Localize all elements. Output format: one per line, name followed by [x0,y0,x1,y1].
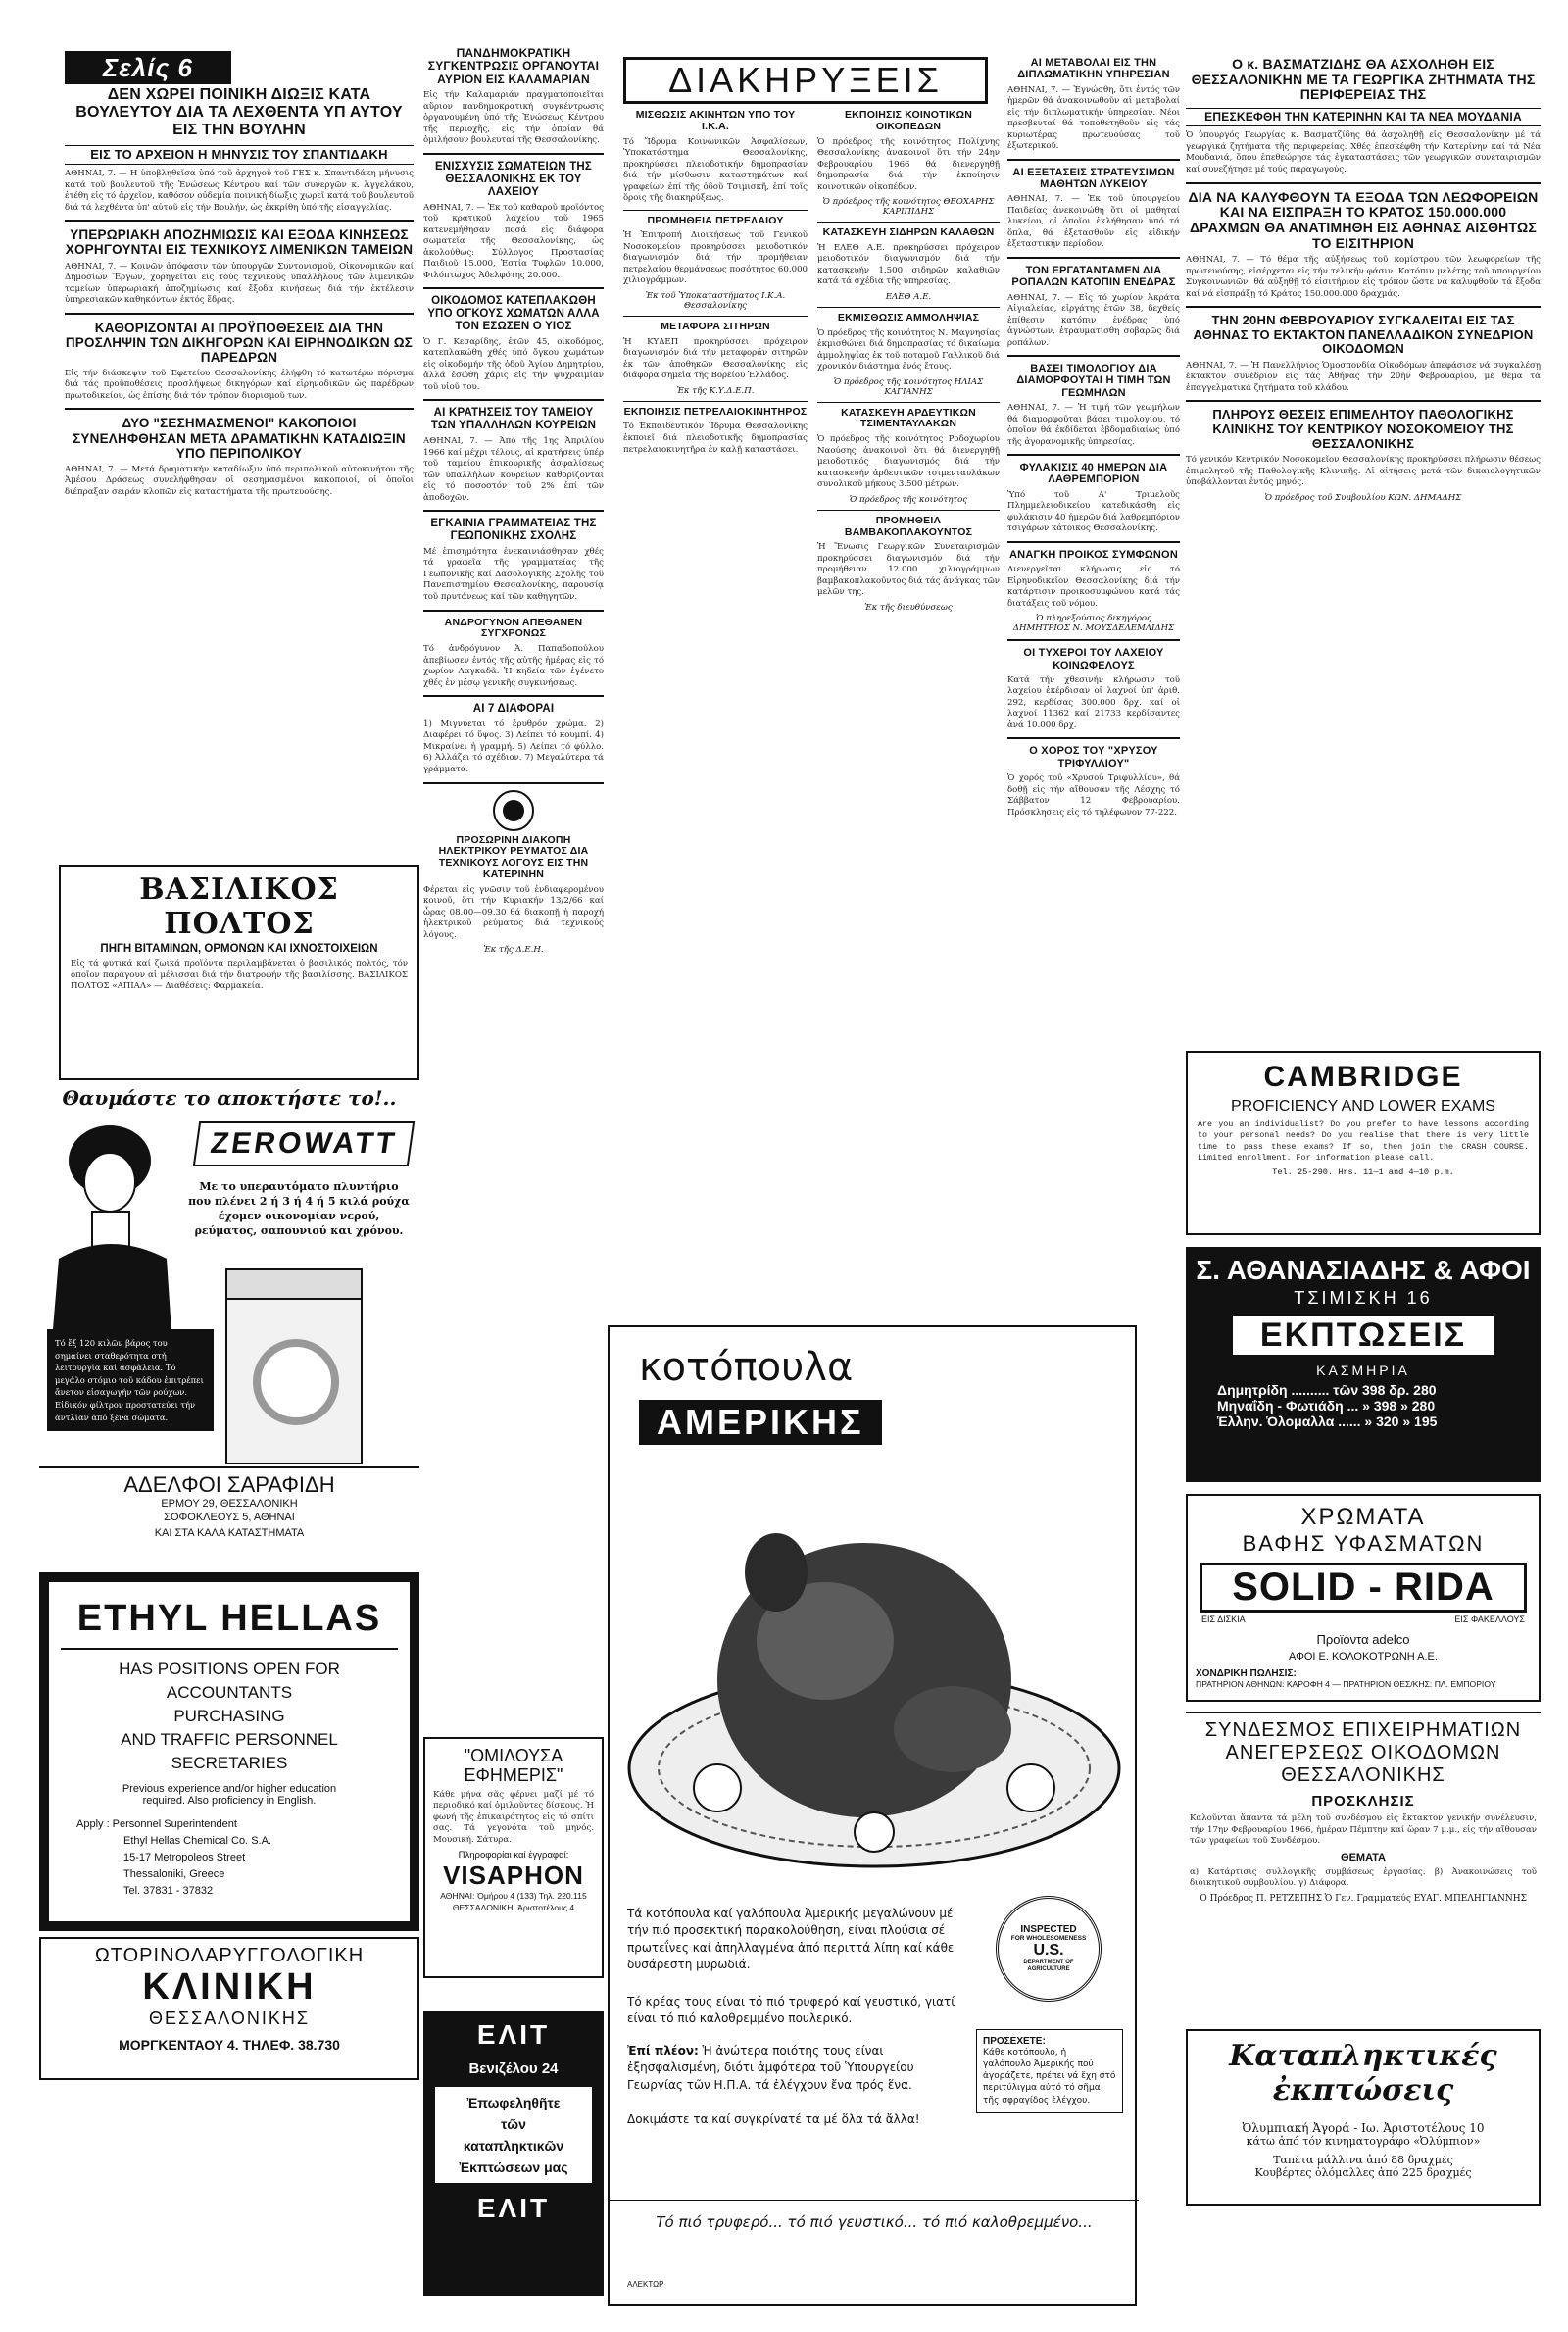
headline-builders-congress: ΤΗΝ 20ΗΝ ΦΕΒΡΟΥΑΡΙΟΥ ΣΥΓΚΑΛΕΙΤΑΙ ΕΙΣ ΤΑΣ ΑΘΗΝΑΣ ΤΟ ΕΚΤΑΚΤΟΝ ΠΑΝΕΛΛΑΔΙΚΟΝ ΣΥΝΕΔΡΙΟΝ ΟΙΚΟΔΟΜΩΝ [1193,313,1534,357]
athanasiadis-row-2: Μηναΐδη - Φωτιάδη ... » 398 » 280 [1217,1398,1436,1414]
athanasiadis-row-3: Ἑλλην. Ὁλομαλλα ...... » 320 » 195 [1217,1414,1438,1429]
cambridge-subtitle: PROFICIENCY AND LOWER EXAMS [1231,1098,1495,1115]
elit-top: ΕΛΙΤ [476,2019,551,2050]
article-barbers: ΑΘΗΝΑΙ, 7. — Ἀπό τῆς 1ης Ἀπριλίου 1966 καί μέχρι τέλους, αἱ κρατήσεις ὑπέρ τοῦ ταμείου ἐπικουρικῆς ἀσφαλίσεως τῶν ὑπαλλήλων κουρείων καθορίζονται εἰς τό ποσοστόν τοῦ 2% ἐπί τῶν ἀποδοχῶν. [423,436,604,503]
article-immunity: ΑΘΗΝΑΙ, 7. — Η ὑποβληθεῖσα ὑπό τοῦ ἀρχηγοῦ τοῦ ΓΕΣ κ. Σπαντιδάκη μήνυσις κατά τοῦ βουλευτοῦ τῆς Ἑνώσεως Κέντρου καί τῶν συνεργῶν κ. Ἀγγελάκου, ἐτέθη εἰς τό ἀρχεῖον, καθόσον οὐδεμία ποινική δίωξις χωρεῖ κατά τοῦ βουλευτοῦ διά τά λεχθέντα ὑπ' αὐτοῦ εἰς τήν Βουλήν, ὡς ἐκκρίθη ὑπό τῆς εἰσαγγελίας. [65,169,414,213]
royal-jelly-subtitle: ΠΗΓΗ ΒΙΤΑΜΙΝΩΝ, ΟΡΜΟΝΩΝ ΚΑΙ ΙΧΝΟΣΤΟΙΧΕΙΩΝ [100,943,378,955]
ad-athanasiadis [1186,1247,1541,1482]
headline-lottery-winners: ΟΙ ΤΥΧΕΡΟΙ ΤΟΥ ΛΑΧΕΙΟΥ ΚΟΙΝΩΦΕΛΟΥΣ [1023,647,1164,671]
headline-sand: ΕΚΜΙΣΘΩΣΙΣ ΑΜΜΟΛΗΨΙΑΣ [837,311,980,323]
talking-address: ΑΘΗΝΑΙ: Ὀμήρου 4 (133) Τηλ. 220.115 ΘΕΣΣΑΛΟΝΙΚΗ: Ἀριστοτέλους 4 [440,1891,587,1912]
headline-lottery-aid: ΕΝΙΣΧΥΣΙΣ ΣΩΜΑΤΕΙΩΝ ΤΗΣ ΘΕΣΣΑΛΟΝΙΚΗΣ ΕΚ ΤΟΥ ΛΑΧΕΙΟΥ [434,160,593,198]
notice-baskets: Ἡ ΕΛΕΘ Α.Ε. προκηρύσσει πρόχειρον μειοδοτικόν διαγωνισμόν διά τήν κατασκευήν 1.500 σιδηρῶν καλαθιῶν κατά τά σχέδια τῆς ὑπηρεσίας. [817,242,1000,287]
builders-sign-right: Ὁ Γεν. Γραμματεύς ΕΥΑΓ. ΜΠΕΛΗΓΙΑΝΝΗΣ [1324,1893,1527,1904]
chicken-para-3: Ἡ ἀνώτερα ποιότης τους είναι ἐξησφαλισμένη, διότι ἀμφότερα τοῦ Ὑπουργείου Γεωργίας τῶν Η.Π.Α. τά ἐλέγχουν ἔνα πρός ἕνα. [627,2044,914,2092]
column-4 [1007,57,1180,822]
ad-clinic [39,1937,419,2080]
zerowatt-headline: Θαυμάστε το αποκτήστε το!.. [62,1086,397,1110]
headline-hospital-post: ΠΛΗΡΟΥΣ ΘΕΣΕΙΣ ΕΠΙΜΕΛΗΤΟΥ ΠΑΘΟΛΟΓΙΚΗΣ ΚΛΙΝΙΚΗΣ ΤΟΥ ΚΕΝΤΡΙΚΟΥ ΝΟΣΟΚΟΜΕΙΟΥ ΤΗΣ ΘΕΣΣΑΛΟΝΙΚΗΣ [1212,407,1514,451]
olympian-line-4: Κουβέρτες ὁλόμαλλες ἀπό 225 δραχμές [1254,2166,1472,2179]
baskets-sign: ΕΛΕΘ Α.Ε. [885,291,932,302]
subhead-vasmatzidis: ΕΠΕΣΚΕΦΘΗ ΤΗΝ ΚΑΤΕΡΙΝΗΝ ΚΑΙ ΤΑ ΝΕΑ ΜΟΥΔΑΝΙΑ [1186,108,1541,126]
chicken-notice [976,2029,1123,2113]
ad-olympian-market [1186,2029,1541,2206]
cambridge-contact: Tel. 25-290. Hrs. 11—1 and 4—10 p.m. [1272,1167,1454,1177]
headline-couple: ΑΝΔΡΟΓΥΝΟΝ ΑΠΕΘΑΝΕΝ ΣΥΓΧΡΟΝΩΣ [444,616,583,640]
article-hospital-post: Τό γενικόν Κεντρικόν Νοσοκομεῖον Θεσσαλονίκης προκηρύσσει πλήρωσιν θέσεως ἐπιμελητοῦ τῆς Παθολογικῆς Κλινικῆς. Αἱ αἰτήσεις μετά τῶν δικαιολογητικῶν ὑποβάλλονται ἐντός μηνός. [1186,455,1541,488]
dowry-sign: Ὁ πληρεξούσιος δικηγόρος ΔΗΜΗΤΡΙΟΣ Ν. ΜΟΥΣΔΕΛΕΜΛΙΔΗΣ [1012,614,1175,634]
talking-title: "ΟΜΙΛΟΥΣΑ ΕΦΗΜΕΡΙΣ" [464,1746,564,1785]
subhead-immunity: ΕΙΣ ΤΟ ΑΡΧΕΙΟΝ Η ΜΗΝΥΣΙΣ ΤΟΥ ΣΠΑΝΤΙΔΑΚΗ [65,145,414,166]
cottonseed-sign: Ἐκ τῆς διευθύνσεως [864,602,953,613]
clinic-line-4: ΜΟΡΓΚΕΝΤΑΟΥ 4. ΤΗΛΕΦ. 38.730 [119,2036,340,2053]
headline-grain: ΜΕΤΑΦΟΡΑ ΣΙΤΗΡΩΝ [661,320,770,332]
announcements-banner: ΔΙΑΚΗΡΥΞΕΙΣ [623,57,988,104]
headline-power-cut: ΠΡΟΣΩΡΙΝΗ ΔΙΑΚΟΠΗ ΗΛΕΚΤΡΙΚΟΥ ΡΕΥΜΑΤΟΣ ΔΙΑ ΤΕΧΝΙΚΟΥΣ ΛΟΓΟΥΣ ΕΙΣ ΤΗΝ ΚΑΤΕΡΙΝΗΝ [438,833,589,880]
headline-clover-dance: Ο ΧΟΡΟΣ ΤΟΥ "ΧΡΥΣΟΥ ΤΡΙΦΥΛΛΙΟΥ" [1029,745,1158,769]
elit-line-2: τῶν [501,2116,526,2132]
headline-vasmatzidis: Ο κ. ΒΑΣΜΑΤΖΙΔΗΣ ΘΑ ΑΣΧΟΛΗΘΗ ΕΙΣ ΘΕΣΣΑΛΟΝΙΚΗΝ ΜΕ ΤΑ ΓΕΩΡΓΙΚΑ ΖΗΤΗΜΑΤΑ ΤΗΣ ΠΕΡΙΦΕΡΕΙΑΣ ΤΗΣ [1191,56,1536,103]
article-builder: Ὁ Γ. Κεσαρίδης, ἐτῶν 45, οἰκοδόμος, κατεπλακώθη χθές ὑπό ὄγκου χωμάτων εἰς οἰκοδομήν τῆς ὁδοῦ Ἀγίου Δημητρίου, ἀλλά ἐσώθη χάρις εἰς τήν ψυχραιμίαν τοῦ υἱοῦ του. [423,336,604,392]
article-lawyers: Εἰς τήν διάσκεψιν τοῦ Ἐφετείου Θεσσαλονίκης ἐλήφθη τό κατωτέρω πόρισμα διά τάς προϋποθέσεις προσλήψεως δικηγόρων καί εἰρηνοδικῶν ὡς παρέδρων πρωτοδικείου, ὡς ἐπίσης διά τόν τρόπον διορισμοῦ των. [65,368,414,401]
article-potatoes: ΑΘΗΝΑΙ, 7. — Ἡ τιμή τῶν γεωμήλων θά διαμορφοῦται βάσει τιμολογίου, τό ὁποῖον θά ἐκδίδεται ἑβδομαδιαίως ὑπό τῆς ἀγορανομικῆς ὑπηρεσίας. [1007,403,1180,447]
solid-where: ΠΡΑΤΗΡΙΟΝ ΑΘΗΝΩΝ: ΚΑΡΟΦΗ 4 — ΠΡΑΤΗΡΙΟΝ ΘΕΣ/ΚΗΣ: ΠΛ. ΕΜΠΟΡΙΟΥ [1196,1679,1496,1689]
zerowatt-address-1: ΕΡΜΟΥ 29, ΘΕΣΣΑΛΟΝΙΚΗ [161,1498,298,1510]
solid-rep: ΑΦΟΙ Ε. ΚΟΛΟΚΟΤΡΩΝΗ Α.Ε. [1289,1651,1438,1662]
headline-ambush: ΤΟΝ ΕΡΓΑΤΑΝΤΑΜΕΝ ΔΙΑ ΡΟΠΑΛΩΝ ΚΑΤΟΠΙΝ ΕΝΕΔΡΑΣ [1011,264,1176,289]
athanasiadis-name: Σ. ΑΘΑΝΑΣΙΑΔΗΣ & ΑΦΟΙ [1196,1255,1531,1285]
grain-sign: Ἐκ τῆς Κ.Υ.Δ.Ε.Π. [676,385,755,396]
headline-cottonseed: ΠΡΟΜΗΘΕΙΑ ΒΑΜΒΑΚΟΠΛΑΚΟΥΝΤΟΣ [844,514,973,538]
plots-sign: Ὁ πρόεδρος τῆς κοινότητος ΘΕΟΧΑΡΗΣ ΚΑΡΙΠΙΔΗΣ [822,197,995,218]
chicken-word-1: κοτόπουλα [639,1345,854,1390]
article-lottery-aid: ΑΘΗΝΑΙ, 7. — Ἐκ τοῦ καθαροῦ προϊόντος τοῦ κρατικοῦ λαχείου τοῦ 1965 κατενεμήθησαν ποσά εἰς διάφορα σωματεῖα τῆς Θεσσαλονίκης, ὡς ἀκολούθως: Σύλλογος Προστασίας Παιδιοῦ 15.000, Ἑστία Τυφλῶν 10.000, Φιλόπτωχος Ἀδελφότης 20.000. [423,202,604,280]
column-3a [623,110,808,460]
ad-zerowatt [39,1082,419,1539]
headline-student-exams: ΑΙ ΕΞΕΤΑΣΕΙΣ ΣΤΡΑΤΕΥΣΙΜΩΝ ΜΑΘΗΤΩΝ ΛΥΚΕΙΟΥ [1012,166,1175,191]
zerowatt-dealer: ΑΔΕΛΦΟΙ ΣΑΡΑΦΙΔΗ [123,1472,335,1497]
ethyl-line-5: SECRETARIES [171,1754,288,1772]
column-3b [817,110,1000,613]
ethyl-title: ETHYL HELLAS [61,1598,398,1650]
ad-elit [423,2011,604,2296]
article-student-exams: ΑΘΗΝΑΙ, 7. — Ἐκ τοῦ ὑπουργείου Παιδείας ἀνεκοινώθη ὅτι οἱ μαθηταί λυκείου, οἱ ὁποῖοι ἐκλήθησαν ὑπό τά ὅπλα, θά ἐξετασθοῦν εἰς εἰδικήν ἐξεταστικήν περίοδον. [1007,194,1180,250]
petroleum-sign: Ἐκ τοῦ Ὑποκαταστήματος Ι.Κ.Α. Θεσσαλονίκης [645,290,786,311]
ad-solid-rida [1186,1494,1541,1702]
article-rally: Εἰς τήν Καλαμαριάν πραγματοποιεῖται αὔριον πανδημοκρατική συγκέντρωσις ὀργανουμένη ὑπό τῆς Ἑνώσεως Κέντρου τῆς περιοχῆς, εἰς τήν ὁποίαν θά ὁμιλήσουν βουλευταί τῆς Θεσσαλονίκης. [423,90,604,146]
roast-chicken-illustration [619,1474,1129,1886]
headline-baskets: ΚΑΤΑΣΚΕΥΗ ΣΙΔΗΡΩΝ ΚΑΛΑΘΩΝ [822,226,995,239]
solid-line-2: ΒΑΦΗΣ ΥΦΑΣΜΑΤΩΝ [1242,1531,1485,1556]
chicken-footer: ΑΛΕΚΤΩΡ [627,2280,664,2289]
ethyl-line-4: AND TRAFFIC PERSONNEL [121,1730,338,1749]
headline-builder: ΟΙΚΟΔΟΜΟΣ ΚΑΤΕΠΛΑΚΩΘΗ ΥΠΟ ΟΓΚΟΥΣ ΧΩΜΑΤΩΝ ΑΛΛΑ ΤΟΝ ΕΣΩΣΕΝ Ο ΥΙΟΣ [427,295,600,332]
cambridge-title: CAMBRIDGE [1263,1061,1463,1093]
irrigation-sign: Ὁ πρόεδρος τῆς κοινότητος [849,494,968,505]
headline-rally: ΠΑΝΔΗΜΟΚΡΑΤΙΚΗ ΣΥΓΚΕΝΤΡΩΣΙΣ ΟΡΓΑΝΟΥΤΑΙ ΑΥΡΙΟΝ ΕΙΣ ΚΑΛΑΜΑΡΙΑΝ [427,46,600,86]
headline-plots: ΕΚΠΟΙΗΣΙΣ ΚΟΙΝΟΤΙΚΩΝ ΟΙΚΟΠΕΔΩΝ [844,109,973,132]
royal-jelly-title: ΒΑΣΙΛΙΚΟΣ ΠΟΛΤΟΣ [139,872,339,941]
ad-ethyl-hellas [39,1572,419,1931]
solid-brand: SOLID - RIDA [1200,1563,1527,1613]
builders-title: ΣΥΝΔΕΣΜΟΣ ΕΠΙΧΕΙΡΗΜΑΤΙΩΝ ΑΝΕΓΕΡΣΕΩΣ ΟΙΚΟΔΟΜΩΝ ΘΕΣΣΑΛΟΝΙΚΗΣ [1204,1719,1522,1786]
olympian-line-3: Ταπέτα μάλλινα ἀπό 88 δραχμές [1273,2154,1453,2166]
headline-dowry: ΑΝΑΓΚΗ ΠΡΟΙΚΟΣ ΣΥΜΦΩΝΟΝ [1009,548,1178,561]
elit-line-1: Ἐπωφεληθῆτε [466,2095,561,2110]
sand-sign: Ὁ πρόεδρος τῆς κοινότητος ΗΛΙΑΣ ΚΑΓΙΑΝΗΣ [833,376,984,397]
olympian-line-1: Ὀλυμπιακή Ἀγορά - Ιω. Ἀριστοτέλους 10 [1242,2121,1485,2135]
ad-builders-association [1186,1712,1541,2015]
zerowatt-brand: ZEROWATT [193,1121,415,1166]
headline-potatoes: ΒΑΣΕΙ ΤΙΜΟΛΟΓΙΟΥ ΔΙΑ ΔΙΑΜΟΡΦΟΥΤΑΙ Η ΤΙΜΗ ΤΩΝ ΓΕΩΜΗΛΩΝ [1016,363,1171,399]
clinic-line-3: ΘΕΣΣΑΛΟΝΙΚΗΣ [148,2008,311,2028]
headline-irrigation: ΚΑΤΑΣΚΕΥΗ ΑΡΔΕΥΤΙΚΩΝ ΤΣΙΜΕΝΤΑΥΛΑΚΩΝ [841,406,976,430]
headline-diplomats: ΑΙ ΜΕΤΑΒΟΛΑΙ ΕΙΣ ΤΗΝ ΔΙΠΛΩΜΑΤΙΚΗΝ ΥΠΗΡΕΣΙΑΝ [1017,57,1170,81]
headline-7-differences: ΑΙ 7 ΔΙΑΦΟΡΑΙ [472,703,555,716]
article-7-differences: 1) Μιγνύεται τό ἐρυθρόν χρώμα. 2) Διαφέρει τό ὕψος. 3) Λείπει τό κουμπί. 4) Μικραίνει ἡ γραμμή. 5) Λείπει τό φύλλο. 6) Ἀλλάζει τό σχέδιον. 7) Μεγαλύτερα τά γράμματα. [423,719,604,774]
chicken-para-1: Τά κοτόπουλα καί γαλόπουλα Ἀμερικής μεγαλώνουν μέ τήν πιό προσεκτική παρακολούθηση, είναι πλούσια σέ πρωτεΐνες καί ἀπηλλαγμένα ἀπό περιττά λίπη καί κάθε δυσάρεστη μυρωδιά. [627,1907,955,1972]
article-dowry: Διενεργεῖται κλήρωσις εἰς τό Εἰρηνοδικεῖον Θεσσαλονίκης διά τήν κατάρτισιν προικοσυμφώνου κατά τάς διατάξεις τοῦ νόμου. [1007,565,1180,609]
athanasiadis-sale: ΕΚΠΤΩΣΕΙΣ [1233,1316,1494,1355]
article-builders-congress: ΑΘΗΝΑΙ, 7. — Ἡ Πανελλήνιος Ὁμοσπονδία Οἰκοδόμων ἀπεφάσισε νά συγκαλέσῃ ἔκτακτον συνέδριον εἰς τάς Ἀθήνας τήν 20ήν Φεβρουαρίου, μέ θέμα τά ἐπαγγελματικά ζητήματα τοῦ κλάδου. [1186,360,1541,393]
article-criminals: ΑΘΗΝΑΙ, 7. — Μετά δραματικήν καταδίωξιν ὑπό περιπολικοῦ αὐτοκινήτου τῆς Ἀμέσου Δράσεως συνελήφθησαν οἱ σεσημασμένοι κακοποιοί, οἱ ὁποῖοι διέπραξαν σειράν κλοπῶν εἰς καταστήματα τῆς πρωτευούσης. [65,464,414,497]
headline-overtime: ΥΠΕΡΩΡΙΑΚΗ ΑΠΟΖΗΜΙΩΣΙΣ ΚΑΙ ΕΞΟΔΑ ΚΙΝΗΣΕΩΣ ΧΟΡΗΓΟΥΝΤΑΙ ΕΙΣ ΤΕΧΝΙΚΟΥΣ ΛΙΜΕΝΙΚΩΝ ΤΑΜΕΙΩΝ [65,227,414,258]
article-ambush: ΑΘΗΝΑΙ, 7. — Εἰς τό χωρίον Ἀκράτα Αἰγιαλείας, εἰργάτης ἐτῶν 38, δεχθείς ἐπίθεσιν κατόπιν ἐνέδρας ὑπό ἀγνώστων, ἐτραυματίσθη σοβαρῶς διά ροπάλων. [1007,292,1180,348]
article-clover-dance: Ὁ χορός τοῦ «Χρυσοῦ Τριφυλλίου», θά δοθῇ εἰς τήν αἴθουσαν τῆς Λέσχης τό Σάββατον 12 Φεβρουαρίου. Πρόσκλησεις εἰς τό τηλέφωνον 77-222. [1007,773,1180,818]
ethyl-apply-4: Thessaloniki, Greece [123,1868,225,1881]
chicken-word-2: ΑΜΕΡΙΚΗΣ [639,1400,882,1445]
talking-info: Πληροφορίαι καί ἐγγραφαί: [458,1850,569,1861]
athanasiadis-row-1: Δημητρίδη .......... τῶν 398 δρ. 280 [1217,1382,1437,1398]
notice-sand: Ὁ πρόεδρος τῆς κοινότητος Ν. Μαγνησίας ἐκμισθώνει διά δημοπρασίας τό δικαίωμα ἀμμοληψίας ἐκ τοῦ ποταμοῦ Γαλλικοῦ διά χρονικόν διάστημα ἑνός ἔτους. [817,327,1000,372]
solid-left: ΕΙΣ ΔΙΣΚΙΑ [1201,1614,1246,1624]
article-lottery-winners: Κατά τήν χθεσινήν κλήρωσιν τοῦ λαχείου ἐκέρδισαν οἱ λαχνοί ὑπ' ἀριθ. 292, κερδίσας 300.000 δρχ. καί οἱ λαχνοί 11362 καί 21733 κερδίσαντες ἀνά 10.000 δρχ. [1007,674,1180,730]
talking-brand: VISAPHON [443,1861,584,1891]
column-2 [423,47,604,955]
ethyl-apply-3: 15-17 Metropoleos Street [123,1852,246,1864]
chicken-notice-text: Κάθε κοτόπουλο, ἡ γαλόπουλο Ἀμερικής πού ἀγοράζετε, πρέπει νά ἔχη στό περιτύλιγμα αὐτό τό σῆμα τῆς σφραγίδος ἐλέγχου. [983,2048,1116,2106]
headline-bus-fares: ΔΙΑ ΝΑ ΚΑΛΥΦΘΟΥΝ ΤΑ ΕΞΟΔΑ ΤΩΝ ΛΕΩΦΟΡΕΙΩΝ ΚΑΙ ΝΑ ΕΙΣΠΡΑΞΗ ΤΟ ΚΡΑΤΟΣ 150.000.000 ΔΡΑΧΜΩΝ ΘΑ ΑΝΑΤΙΜΗΘΗ ΕΙΣ ΑΘΗΝΑΣ ΑΙΣΘΗΤΩΣ ΤΟ ΕΙΣΙΤΗΡΙΟΝ [1188,188,1539,251]
dei-logo [493,790,534,831]
article-overtime: ΑΘΗΝΑΙ, 7. — Κοινῶν ἀπόφασιν τῶν ὑπουργῶν Συντονισμοῦ, Οἰκονομικῶν καί Δημοσίων Ἔργων, χορηγεῖται εἰς τούς τεχνικούς ὑπαλλήλους τῶν λιμενικῶν ταμείων ὑπερωριακή ἀποζημίωσις καί ἔξοδα κινήσεως διά τήν ἐκτέλεσιν ὑπηρεσιακῶν καθηκόντων ἐκτός ἕδρας. [65,261,414,306]
builders-topics-title: ΘΕΜΑΤΑ [1341,1851,1386,1863]
royal-jelly-text: Εἰς τά φυτικά καί ζωικά προϊόντα περιλαμβάνεται ὁ βασιλικός πολτός, τόν ὁποῖον παράγουν αἱ μέλισσαι διά τήν διατροφήν τῆς βασιλίσσης. ΒΑΣΙΛΙΚΟΣ ΠΟΛΤΟΣ «ΑΠΙΑΛ» — Διαθέσεις: Φαρμακεία. [71,959,408,992]
talking-text: Κάθε μήνα σᾶς φέρνει μαζί μέ τό περιοδικό καί ὁμιλοῦντες δίσκους. Ἡ φωνή τῆς ἐπικαιρότητος εἰς τό σπίτι σας. Τά γεγονότα τοῦ μηνός. Μουσική. Σάτυρα. [433,1789,594,1845]
elit-line-4: Ἐκπτώσεων μας [459,2159,568,2175]
headline-criminals: ΔΥΟ "ΣΕΣΗΜΑΣΜΕΝΟΙ" ΚΑΚΟΠΟΙΟΙ ΣΥΝΕΛΗΦΘΗΣΑΝ ΜΕΤΑ ΔΡΑΜΑΤΙΚΗΝ ΚΑΤΑΔΙΩΞΙΝ ΥΠΟ ΠΕΡΙΠΟΛΙΚΟΥ [73,416,406,461]
elit-address: Βενιζέλου 24 [468,2060,559,2077]
usda-inspection-stamp [996,1896,1102,2002]
builders-topics: α) Κατάρτισις συλλογικῆς συμβάσεως ἐργασίας. β) Ἀνακοινώσεις τοῦ διοικητικοῦ συμβουλίου. γ) Διάφορα. [1190,1866,1537,1889]
solid-line-1: ΧΡΩΜΑΤΑ [1300,1504,1426,1530]
hospital-sign: Ὁ πρόεδρος τοῦ Συμβουλίου ΚΩΝ. ΔΗΜΑΔΗΣ [1264,492,1462,503]
olympian-line-2: κάτω ἀπό τόν κινηματογράφο «Ὀλύμπιον» [1246,2135,1481,2148]
chicken-slogan: Τό πιό τρυφερό... τό πιό γευστικό... τό πιό καλοθρεμμένο... [656,2213,1093,2231]
power-cut-sign: Ἐκ τῆς Δ.Ε.Η. [483,945,544,956]
solid-right: ΕΙΣ ΦΑΚΕΛΛΟΥΣ [1454,1614,1525,1624]
clinic-line-1: ΩΤΟΡΙΝΟΛΑΡΥΓΓΟΛΟΓΙΚΗ [94,1945,365,1966]
zerowatt-address-3: ΚΑΙ ΣΤΑ ΚΑΛΑ ΚΑΤΑΣΤΗΜΑΤΑ [154,1527,305,1539]
column-1 [65,86,414,502]
chicken-notice-title: ΠΡΟΣΕΧΕΤΕ: [983,2036,1046,2047]
zerowatt-address-2: ΣΟΦΟΚΛΕΟΥΣ 5, ΑΘΗΝΑΙ [164,1512,295,1523]
athanasiadis-street: ΤΣΙΜΙΣΚΗ 16 [1294,1288,1433,1308]
article-agri-school: Μέ ἐπισημότητα ἐνεκαινιάσθησαν χθές τά γραφεῖα τῆς γραμματείας τῆς Γεωπονικῆς καί Δασολογικῆς Σχολῆς τοῦ Πανεπιστημίου Θεσσαλονίκης, παρουσίᾳ τοῦ πρυτάνεως καί τῶν καθηγητῶν. [423,546,604,602]
article-power-cut: Φέρεται εἰς γνῶσιν τοῦ ἐνδιαφερομένου κοινοῦ, ὅτι τήν Κυριακήν 13/2/66 καί ὧρας 08.00—09.30 θά διακοπῇ ἡ παροχή ἠλεκτρικοῦ ρεύματος διά τεχνικούς λόγους. [423,884,604,940]
chicken-para-3-lead: Ἐπί πλέον: [627,2044,699,2058]
column-5 [1186,57,1541,503]
article-diplomats: ΑΘΗΝΑΙ, 7. — Ἐγνώσθη, ὅτι ἐντός τῶν ἡμερῶν θά ἀνακοινωθοῦν αἱ μεταβολαί εἰς τήν διπλωματικήν ὑπηρεσίαν. Νέοι πρεσβευταί θά τοποθετηθοῦν εἰς τάς κυριωτέρας πρωτευούσας τοῦ ἐξωτερικοῦ. [1007,84,1180,152]
headline-agri-school: ΕΓΚΑΙΝΙΑ ΓΡΑΜΜΑΤΕΙΑΣ ΤΗΣ ΓΕΩΠΟΝΙΚΗΣ ΣΧΟΛΗΣ [430,518,597,543]
ad-american-chicken [608,1325,1137,2306]
headline-immunity: ΔΕΝ ΧΩΡΕΙ ΠΟΙΝΙΚΗ ΔΙΩΞΙΣ ΚΑΤΑ ΒΟΥΛΕΥΤΟΥ ΔΙΑ ΤΑ ΛΕΧΘΕΝΤΑ ΥΠ ΑΥΤΟΥ ΕΙΣ ΤΗΝ ΒΟΥΛΗΝ [75,86,403,138]
headline-petroleum: ΠΡΟΜΗΘΕΙΑ ΠΕΤΡΕΛΑΙΟΥ [647,214,784,226]
page-label: Σελίς 6 [65,51,231,84]
headline-ika-lease: ΜΙΣΘΩΣΙΣ ΑΚΙΝΗΤΩΝ ΥΠΟ ΤΟΥ Ι.Κ.Α. [635,109,796,132]
ad-talking-newspaper [423,1737,604,1978]
ethyl-apply-1: Apply : Personnel Superintendent [76,1818,237,1830]
ethyl-req-2: required. Also proficiency in English. [142,1795,317,1807]
builders-text: Καλοῦνται ἅπαντα τά μέλη τοῦ συνδέσμου εἰς ἔκτακτον γενικήν συνέλευσιν, τήν 17ην Φεβρουαρίου 1966, ἡμέραν Πέμπτην καί ὥραν 7 μ.μ., εἰς τήν αἴθουσαν τῶν γραφείων τοῦ Συνδέσμου. [1190,1813,1537,1847]
stamp-line-3: U.S. [1033,1942,1064,1960]
ethyl-apply-5: Tel. 37831 - 37832 [123,1885,214,1898]
ethyl-req-1: Previous experience and/or higher education [122,1783,337,1795]
solid-product: Προϊόντα adelco [1316,1632,1410,1647]
article-vasmatzidis: Ὁ ὑπουργός Γεωργίας κ. Βασματζίδης θά ἀσχοληθῇ εἰς Θεσσαλονίκην μέ τά γεωργικά ζητήματα τῆς περιφερείας. Χθές ἐπεσκέφθη τήν Κατερίνην καί τά Νέα Μουδανιά, ὅπου ἐπεθεώρησε τάς ἐγκαταστάσεις τῶν γεωργικῶν συνεταιρισμῶν καί συνεζήτησε μέ τούς παραγωγούς. [1186,130,1541,174]
headline-engine: ΕΚΠΟΙΗΣΙΣ ΠΕΤΡΕΛΑΙΟΚΙΝΗΤΗΡΟΣ [623,405,808,418]
headline-smuggling: ΦΥΛΑΚΙΣΙΣ 40 ΗΜΕΡΩΝ ΔΙΑ ΛΑΘΡΕΜΠΟΡΙΟΝ [1019,462,1168,486]
notice-irrigation: Ὁ πρόεδρος τῆς κοινότητος Ροδοχωρίου Ναούσης ἀνακοινοῖ ὅτι θά διενεργηθῇ μειοδοτικός διαγωνισμός διά τήν κατασκευήν ἀρδευτικῶν τσιμενταυλάκων συνολικοῦ μήκους 3.500 μέτρων. [817,434,1000,490]
notice-cottonseed: Ἡ Ἕνωσις Γεωργικῶν Συνεταιρισμῶν προκηρύσσει διαγωνισμόν διά τήν προμήθειαν 12.000 χιλιογράμμων βαμβακοπλακοῦντος διά τάς ἀνάγκας τῶν μελῶν της. [817,542,1000,598]
athanasiadis-category: ΚΑΣΜΗΡΙΑ [1316,1363,1410,1378]
ethyl-line-2: ACCOUNTANTS [166,1683,293,1702]
ethyl-line-3: PURCHASING [173,1707,285,1725]
notice-petroleum: Ἡ Ἐπιτροπή Διοικήσεως τοῦ Γενικοῦ Νοσοκομείου προκηρύσσει μειοδοτικόν διαγωνισμόν διά τήν προμήθειαν πετρελαίου θερμάνσεως ποσότητος 60.000 χιλιογράμμων. [623,230,808,286]
zerowatt-features: Τό ἔξ 120 κιλῶν βάρος του σημαίνει σταθερότητα στή λειτουργία καί ἀσφάλεια. Τό μεγάλο στόμιο τοῦ κάδου ἐπιτρέπει ἄνετον εἰσαγωγήν τῶν ρούχων. Εἰδικόν φίλτρον προστατεύει τήν ἀντλίαν ἀπό ξένα σώματα. [47,1329,214,1431]
article-smuggling: Ὑπό τοῦ Α' Τριμελοῦς Πλημμελειοδικείου κατεδικάσθη εἰς φυλάκισιν 40 ἡμερῶν διά λαθρεμπόριον τσιγάρων κάτοικος Θεσσαλονίκης. [1007,489,1180,534]
ad-royal-jelly [59,865,419,1080]
ad-cambridge [1186,1051,1541,1235]
notice-ika-lease: Τό Ἵδρυμα Κοινωνικῶν Ἀσφαλίσεων, Ὑποκατάστημα Θεσσαλονίκης, προκηρύσσει πλειοδοτικήν δημοπρασίαν διά τήν μίσθωσιν καταστημάτων καί γραφείων ἐπί τῆς ὁδοῦ Τσιμισκῆ, ἐπί τοῖς ὅροις τῆς διακηρύξεως. [623,136,808,204]
zerowatt-tagline: Με το υπεραυτόματο πλυντήριο που πλένει 2 ή 3 ή 4 ή 5 κιλά ρούχα έχομεν οικονομίαν νερού, ρεύματος, σαπουνιού και χρόνου. [188,1180,410,1237]
notice-plots: Ὁ πρόεδρος τῆς κοινότητος Πολίχνης Θεσσαλονίκης ἀνακοινοῖ ὅτι τήν 24ην Φεβρουαρίου 1966 θά διενεργηθῇ δημοπρασία διά τήν ἐκποίησιν κοινοτικῶν οἰκοπέδων. [817,136,1000,192]
notice-grain: Ἡ ΚΥΔΕΠ προκηρύσσει πρόχειρον διαγωνισμόν διά τήν μεταφοράν σιτηρῶν ἐκ τῶν ἀποθηκῶν Θεσσαλονίκης εἰς διάφορα σημεῖα τῆς Βορείου Ἑλλάδος. [623,336,808,381]
builders-sign-left: Ὁ Πρόεδρος Π. ΡΕΤΖΕΠΗΣ [1200,1893,1322,1904]
olympian-title: Καταπληκτικές ἐκπτώσεις [1229,2039,1497,2108]
elit-bottom: ΕΛΙΤ [476,2193,551,2223]
stamp-line-1: INSPECTED [1020,1924,1077,1936]
ethyl-apply-2: Ethyl Hellas Chemical Co. S.A. [123,1835,271,1848]
article-bus-fares: ΑΘΗΝΑΙ, 7. — Τό θέμα τῆς αὐξήσεως τοῦ κομίστρου τῶν λεωφορείων τῆς πρωτευούσης, εἰσέρχεται εἰς τήν τελικήν φάσιν. Κατόπιν μελέτης τοῦ ὑπουργείου Συγκοινωνιῶν, θά αὐξηθῇ τό εἰσιτήριον εἰς τρόπον ὥστε νά καλυφθοῦν τά ἔξοδα καί νά εἰσπράξῃ τό Κράτος 150.000.000 δραχμάς. [1186,255,1541,299]
chicken-para-2: Τό κρέας τους είναι τό πιό τρυφερό καί γευστικό, γιατί είναι τό πιό καλοθρεμμένο πουλερικό. [627,1995,956,2026]
chicken-para-4: Δοκιμάστε τα καί συγκρίνατέ τα μέ ὅλα τά ἄλλα! [627,2112,920,2126]
ethyl-line-1: HAS POSITIONS OPEN FOR [119,1660,340,1678]
headline-lawyers: ΚΑΘΟΡΙΖΟΝΤΑΙ ΑΙ ΠΡΟΫΠΟΘΕΣΕΙΣ ΔΙΑ ΤΗΝ ΠΡΟΣΛΗΨΙΝ ΤΩΝ ΔΙΚΗΓΟΡΩΝ ΚΑΙ ΕΙΡΗΝΟΔΙΚΩΝ ΩΣ ΠΑΡΕΔΡΩΝ [65,320,414,365]
builders-invite: ΠΡΟΣΚΛΗΣΙΣ [1311,1793,1415,1810]
headline-barbers: ΑΙ ΚΡΑΤΗΣΕΙΣ ΤΟΥ ΤΑΜΕΙΟΥ ΤΩΝ ΥΠΑΛΛΗΛΩΝ ΚΟΥΡΕΙΩΝ [430,407,597,432]
notice-engine: Τό Ἐκπαιδευτικόν Ἵδρυμα Θεσσαλονίκης ἐκποιεῖ διά πλειοδοτικῆς δημοπρασίας πετρελαιοκινητῆρα ἐν καλῇ καταστάσει. [623,422,808,455]
washing-machine [225,1268,363,1464]
cambridge-text: Are you an individualist? Do you prefer to have lessons according to your personal needs? Do you realise that there is very little time to pass these exams? If so, then join the CRASH COURSE. Limited enrollment. For information please call. [1198,1119,1529,1163]
clinic-line-2: ΚΛΙΝΙΚΗ [142,1966,317,2008]
article-couple: Τό ἀνδρόγυνον Ἀ. Παπαδοπούλου ἀπεβίωσεν ἐντός τῆς αὐτῆς ἡμέρας εἰς τό χωρίον Λαγκαδᾶ. Ἡ κηδεία τῶν ἐγένετο χθές ἐν μέσῳ γενικῆς συγκινήσεως. [423,644,604,688]
stamp-line-2: FOR WHOLESOMENESS [1010,1935,1087,1943]
solid-wholesale: ΧΟΝΔΡΙΚΗ ΠΩΛΗΣΙΣ: [1196,1668,1297,1679]
stamp-line-4: DEPARTMENT OF AGRICULTURE [1023,1960,1074,1972]
elit-line-3: καταπληκτικῶν [463,2138,564,2154]
